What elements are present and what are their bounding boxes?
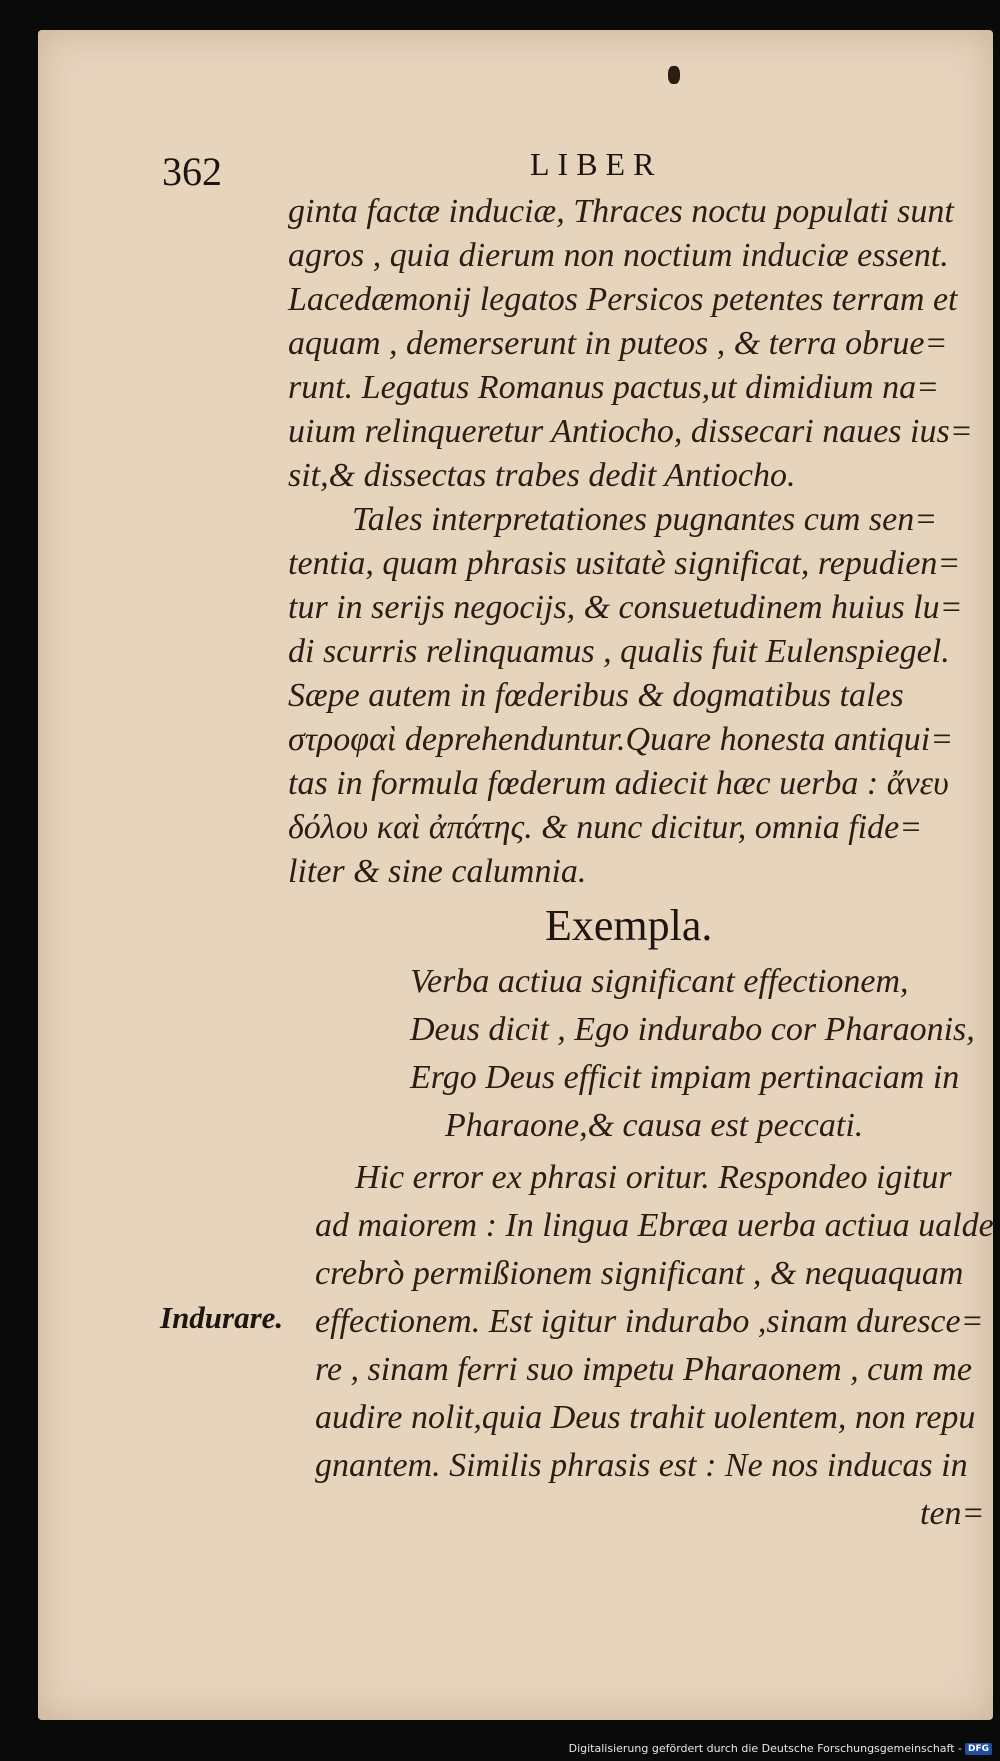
text-line: effectionem. Est igitur indurabo ,sinam durescе= xyxy=(315,1303,984,1340)
text-line: ad maiorem : In lingua Ebræa uerba actiua ualde xyxy=(315,1207,994,1244)
text-line: Lacedæmonij legatos Persicos petentes terram et xyxy=(288,281,958,318)
running-head: LIBER xyxy=(530,146,663,182)
text-line: Deus dicit , Ego indurabo cor Pharaonis, xyxy=(410,1011,975,1048)
text-line: re , sinam ferri suo impetu Pharaonem , cum me xyxy=(315,1351,972,1388)
text-line: crebrò permißionem significant , & nequaquam xyxy=(315,1255,964,1292)
text-line: Hic error ex phrasi oritur. Respondeo igitur xyxy=(355,1159,952,1196)
catchword: ten= xyxy=(920,1495,985,1532)
text-line: Verba actiua significant effectionem, xyxy=(410,963,909,1000)
footer-credit: Digitalisierung gefördert durch die Deutsche Forschungsgemeinschaft - xyxy=(568,1742,962,1755)
text-line: agros , quia dierum non noctium induciæ essent. xyxy=(288,237,949,274)
ink-mark xyxy=(668,66,680,84)
margin-note: Indurare. xyxy=(160,1300,284,1335)
text-line: sit,& dissectas trabes dedit Antiocho. xyxy=(288,457,796,494)
text-line: tas in formula fœderum adiecit hæc uerba : ἄνευ xyxy=(288,765,949,802)
section-heading: Exempla. xyxy=(545,901,713,950)
text-line: aquam , demerserunt in puteos , & terra obrue= xyxy=(288,325,948,362)
text-line: uium relinqueretur Antiocho, dissecari naues ius= xyxy=(288,413,973,450)
text-line: audire nolit,quia Deus trahit uolentem, non repu xyxy=(315,1399,976,1436)
text-line: liter & sine calumnia. xyxy=(288,853,587,890)
text-line: Pharaone,& causa est peccati. xyxy=(445,1107,864,1144)
text-line: di scurris relinquamus , qualis fuit Eulenspiegel. xyxy=(288,633,950,670)
text-line: στροφαὶ deprehenduntur.Quare honesta antiqui= xyxy=(288,721,954,758)
dfg-logo: DFG xyxy=(965,1743,992,1755)
text-line: Ergo Deus efficit impiam pertinaciam in xyxy=(410,1059,960,1096)
text-line: gnantem. Similis phrasis est : Ne nos inducas in xyxy=(315,1447,968,1484)
text-line: ginta factæ induciæ, Thraces noctu populati sunt xyxy=(288,193,954,230)
text-line: Tales interpretationes pugnantes cum sen= xyxy=(352,501,938,538)
text-line: δόλου καὶ ἀπάτης. & nunc dicitur, omnia fide= xyxy=(288,809,923,846)
text-line: Sæpe autem in fœderibus & dogmatibus tales xyxy=(288,677,904,714)
text-line: tentia, quam phrasis usitatè significat, repudien= xyxy=(288,545,961,582)
text-line: tur in serijs negocijs, & consuetudinem huius lu= xyxy=(288,589,963,626)
page-number: 362 xyxy=(162,149,222,194)
text-line: runt. Legatus Romanus pactus,ut dimidium na= xyxy=(288,369,940,406)
